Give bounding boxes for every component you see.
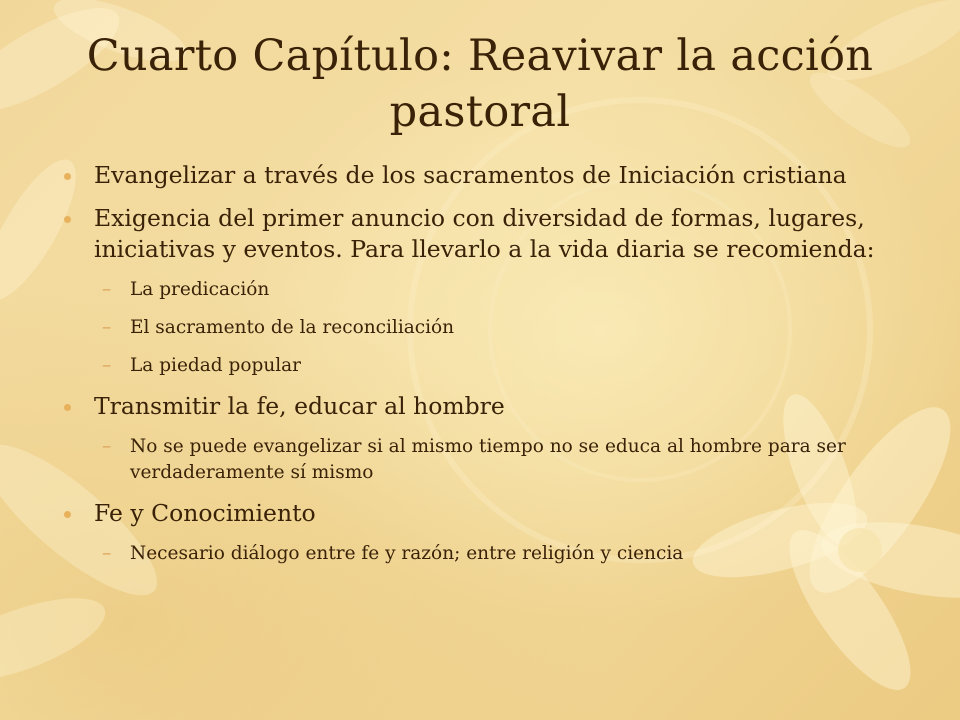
sub-bullet-item [64, 541, 914, 567]
dash-icon: – [102, 355, 112, 376]
bullet-dot [64, 173, 71, 180]
sub-bullet-text: La piedad popular [130, 355, 302, 376]
bullet-dot [64, 216, 71, 223]
dash-icon: – [102, 279, 112, 300]
sub-bullet-item [64, 277, 914, 303]
bullet-text: Transmitir la fe, educar al hombre [94, 392, 505, 420]
bullet-item [64, 498, 914, 529]
sub-bullet-text: No se puede evangelizar si al mismo tiempo no se educa al hombre para ser verdaderamente sí mismo [130, 436, 846, 483]
bullet-dot [64, 404, 71, 411]
sub-bullet-item [64, 315, 914, 341]
sub-bullet-item [64, 434, 914, 486]
dash-icon: – [102, 317, 112, 338]
dash-icon: – [102, 543, 112, 564]
slide-title-line-1: Cuarto Capítulo: Reavivar la acción [86, 31, 874, 81]
bullet-text: Fe y Conocimiento [94, 499, 316, 527]
slide-title [40, 28, 920, 140]
bullet-text: Evangelizar a través de los sacramentos de Iniciación cristiana [94, 161, 847, 189]
sub-bullet-text: Necesario diálogo entre fe y razón; entre religión y ciencia [130, 543, 684, 564]
bullet-item [64, 203, 914, 265]
bullet-dot [64, 511, 71, 518]
bullet-item [64, 391, 914, 422]
slide-title-line-2: pastoral [389, 87, 571, 137]
bullet-item [64, 160, 914, 191]
bullet-text: Exigencia del primer anuncio con diversidad de formas, lugares, iniciativas y eventos. Para llevarlo a la vida diaria se recomienda: [94, 204, 875, 263]
dash-icon: – [102, 436, 112, 457]
bullet-list [64, 160, 914, 579]
sub-bullet-text: La predicación [130, 279, 270, 300]
sub-bullet-item [64, 353, 914, 379]
sub-bullet-text: El sacramento de la reconciliación [130, 317, 455, 338]
